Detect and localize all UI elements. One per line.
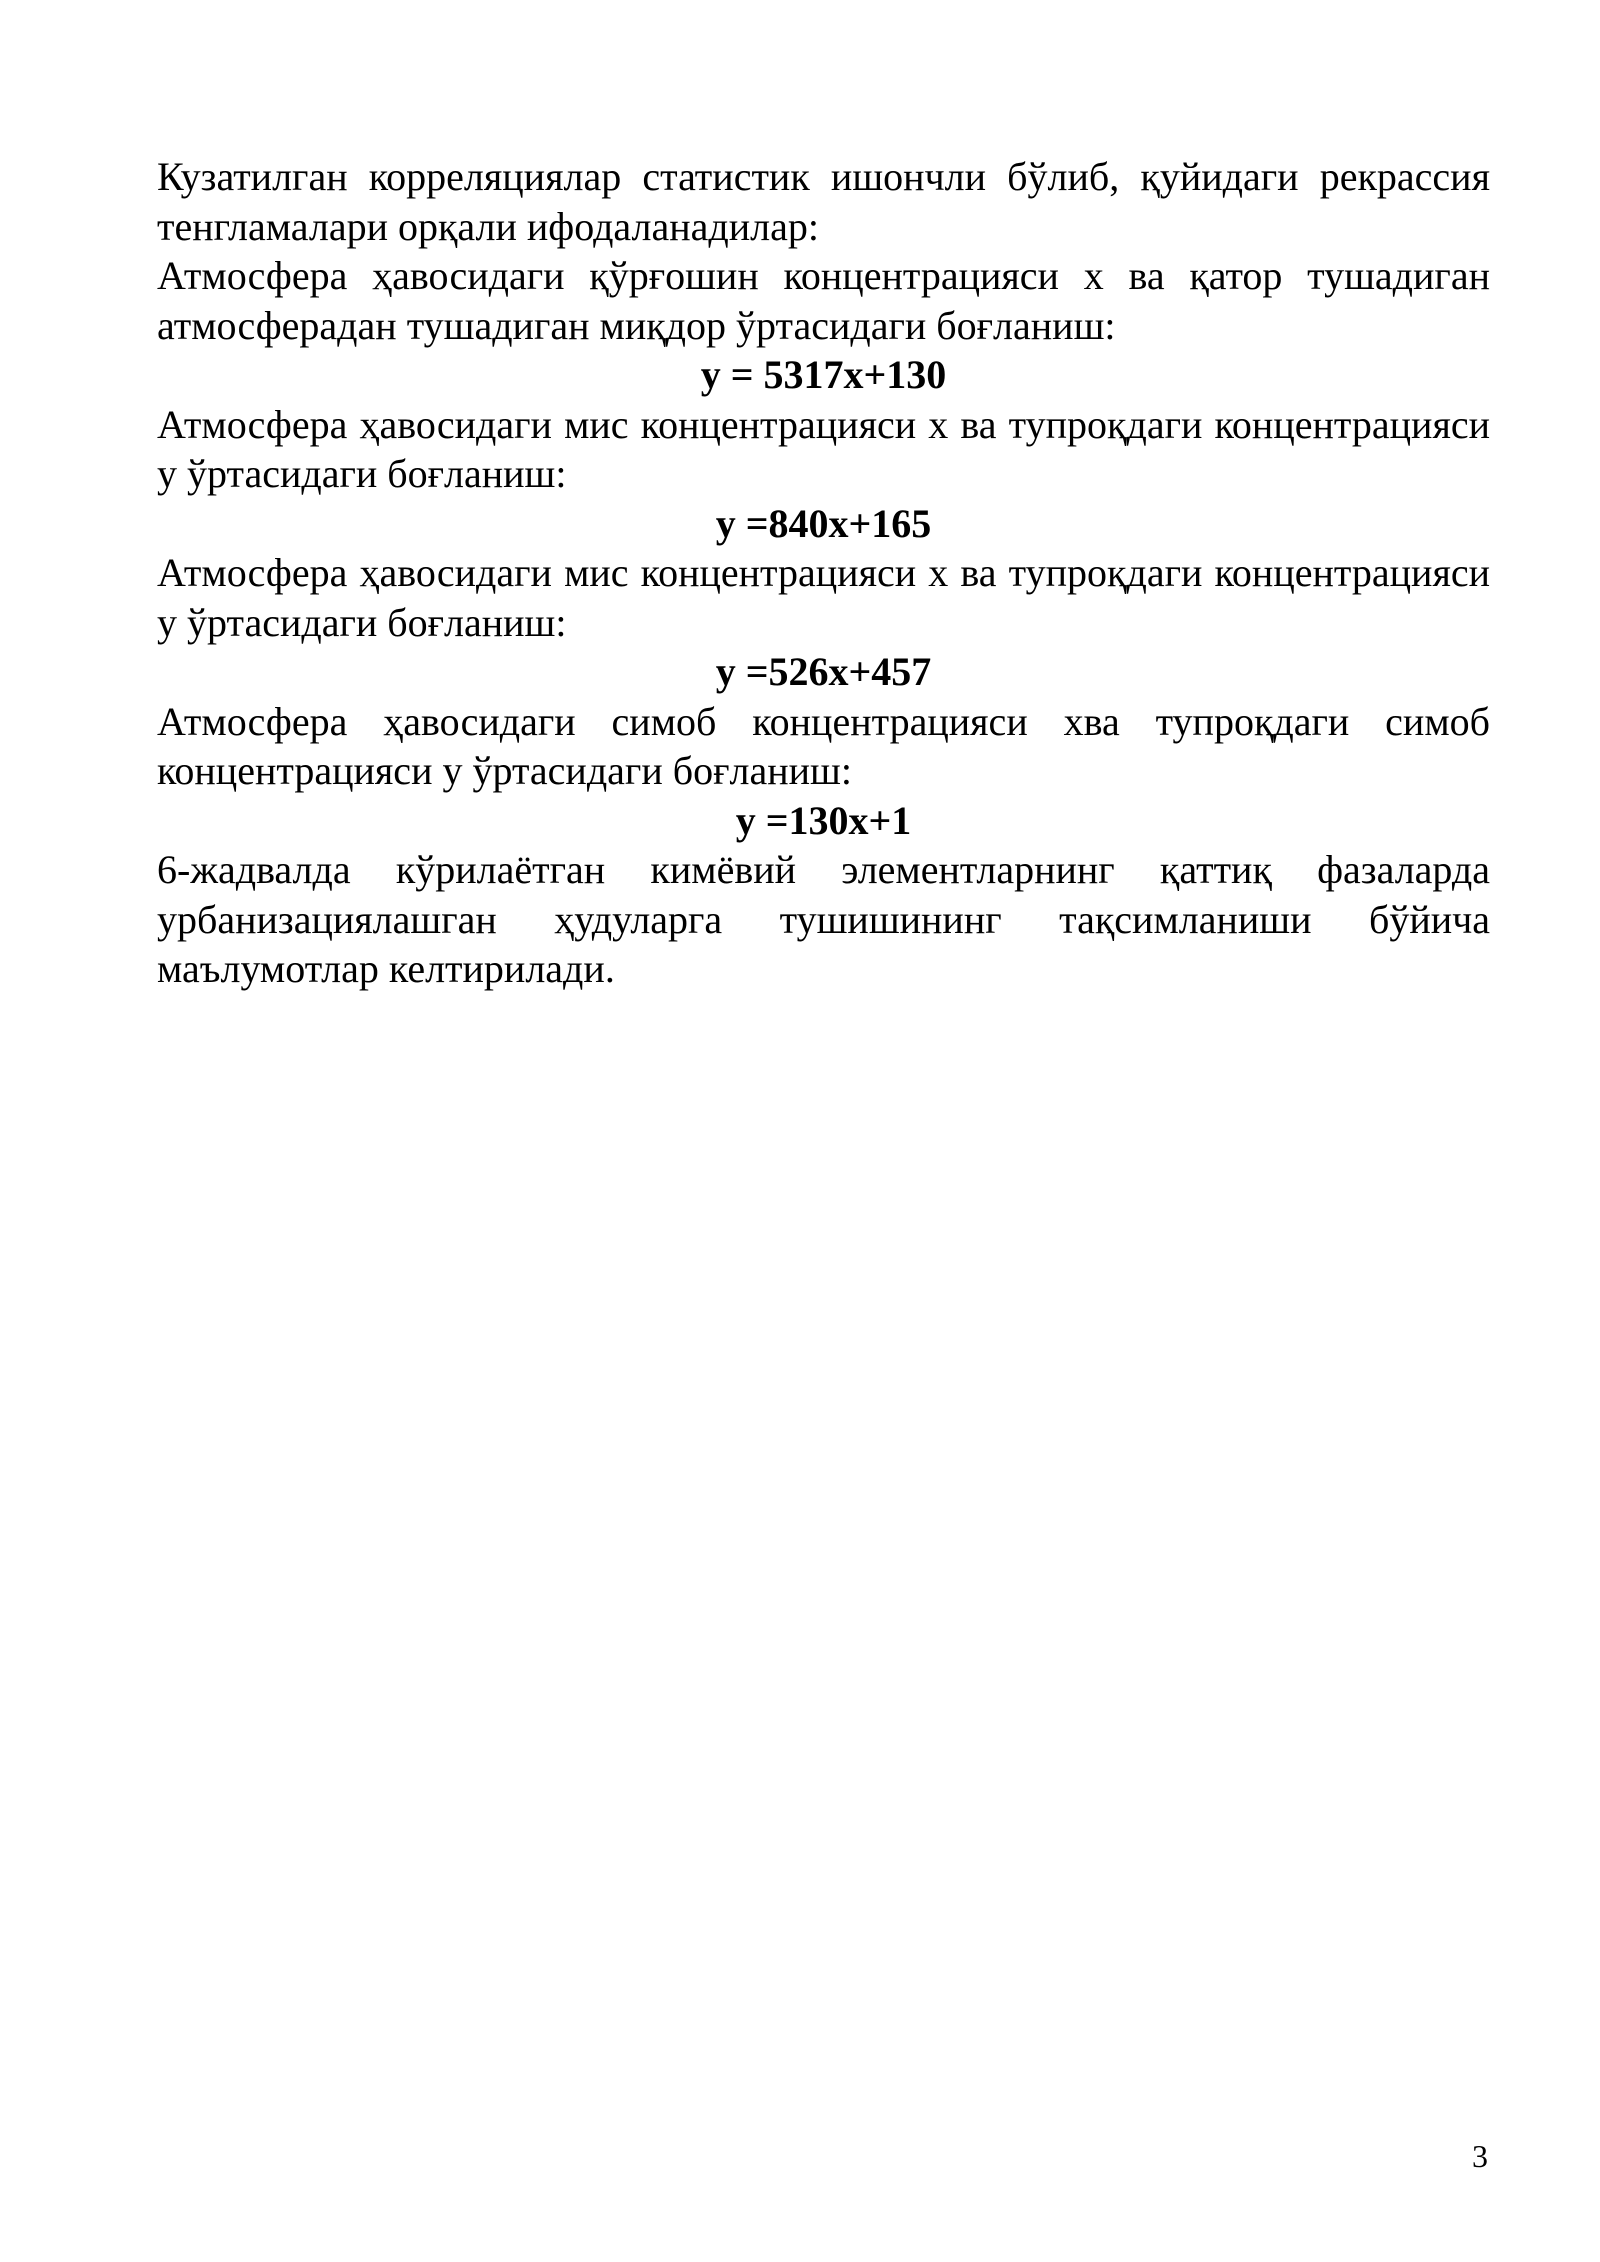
paragraph-lead-relation: Атмосфера ҳавосидаги қўрғошин концентрацияси х ва қатор тушадиган атмосферадан тушадиган миқдор ўртасидаги боғланиш: [157, 253, 1490, 348]
paragraph-regression-intro: Кузатилган корреляциялар статистик ишончли бўлиб, қуйидаги рекрассия тенгламалари орқали ифодаланадилар: [157, 154, 1490, 249]
formula-mercury: у =130х+1 [735, 797, 912, 843]
formula-copper-2: у =526х+457 [715, 649, 932, 694]
paragraph-copper-relation-1: Атмосфера ҳавосидаги мис концентрацияси х ва тупроқдаги концентрацияси у ўртасидаги боғланиш: [157, 401, 1490, 496]
page-number: 3 [1472, 2138, 1488, 2174]
paragraph-table-reference: 6-жадвалда кўрилаётган кимёвий элементларнинг қаттиқ фазаларда урбанизациялашган ҳудуларга тушишининг тақсимланиши бўйича маълумотлар келтирилади. [157, 847, 1490, 991]
paragraph-copper-relation-2: Атмосфера ҳавосидаги мис концентрацияси х ва тупроқдаги концентрацияси у ўртасидаги боғланиш: [157, 550, 1490, 645]
page-body [157, 152, 1490, 994]
formula-lead: у = 5317х+130 [700, 352, 947, 397]
formula-copper-1: у =840х+165 [715, 500, 932, 546]
paragraph-mercury-relation: Атмосфера ҳавосидаги симоб концентрацияси хва тупроқдаги симоб концентрацияси у ўртасидаги боғланиш: [157, 698, 1490, 793]
